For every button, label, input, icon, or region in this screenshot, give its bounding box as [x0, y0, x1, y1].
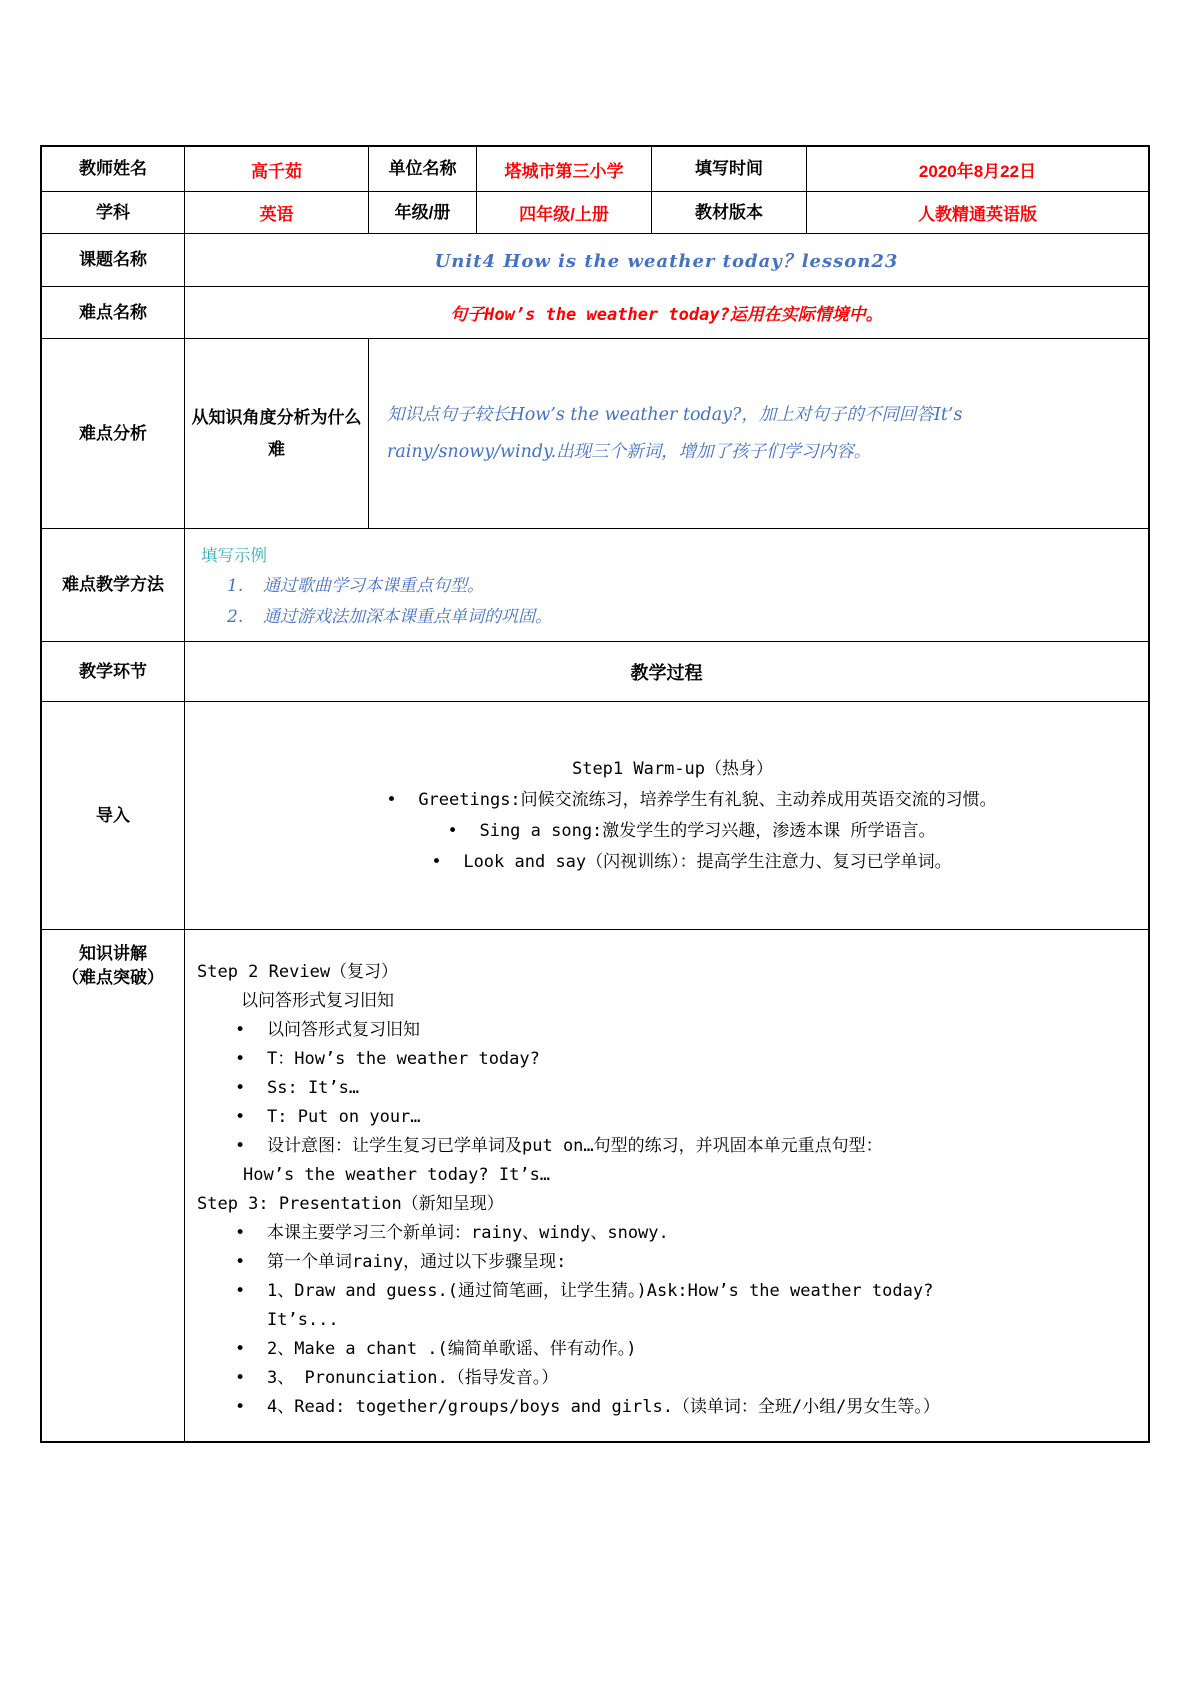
process-title: 教学过程: [630, 662, 703, 683]
fill-example-title: 填写示例: [201, 547, 267, 565]
continuation-line: How’s the weather today? It’s…: [243, 1165, 551, 1185]
fill-date-label: 填写时间: [652, 147, 807, 191]
plain-line: 以问答形式复习旧知: [241, 991, 394, 1011]
table-row-subject-info: [42, 191, 1148, 233]
bullet-icon: •: [235, 1339, 246, 1359]
edition-label: 教材版本: [652, 192, 807, 233]
step-heading: Step 2 Review（复习）: [197, 962, 399, 982]
subject-label: 学科: [42, 192, 185, 233]
method-item: [201, 602, 1138, 633]
warmup-bullet: [407, 816, 935, 847]
table-row-warmup: [42, 701, 1148, 929]
process-stage-label: 教学环节: [42, 642, 185, 701]
bullet-icon: •: [235, 1397, 246, 1417]
teaching-method-cell: [185, 529, 1148, 641]
knowledge-bullet: [195, 1103, 1138, 1132]
bullet-icon: •: [447, 820, 458, 841]
warmup-content-cell: [185, 702, 1148, 929]
knowledge-bullet-text: Ss: It’s…: [267, 1078, 360, 1098]
warmup-bullet-text: Greetings:问候交流练习，培养学生有礼貌、主动养成用英语交流的习惯。: [418, 789, 997, 810]
bullet-icon: •: [235, 1049, 246, 1069]
table-row-teaching-method: [42, 528, 1148, 641]
knowledge-bullet-text: 第一个单词rainy，通过以下步骤呈现:: [267, 1252, 567, 1272]
knowledge-bullet: [195, 1393, 1138, 1422]
difficulty-name-label: 难点名称: [42, 287, 185, 338]
method-item-text: 通过歌曲学习本课重点句型。: [263, 576, 484, 596]
analysis-content-cell: [369, 339, 1148, 528]
knowledge-label: [42, 930, 185, 1441]
table-row-teacher-info: [42, 147, 1148, 191]
knowledge-bullet: [195, 1074, 1138, 1103]
knowledge-bullet-text: 3、 Pronunciation.（指导发音。）: [267, 1368, 559, 1388]
teacher-name-value: 高千茹: [185, 147, 369, 191]
knowledge-bullet-text: 以问答形式复习旧知: [267, 1020, 420, 1040]
topic-value: Unit4 How is the weather today？lesson23: [434, 251, 899, 272]
knowledge-bullet: [195, 1016, 1138, 1045]
lesson-plan-table: [40, 145, 1150, 1443]
bullet-icon: •: [235, 1020, 246, 1040]
knowledge-bullet-text: 本课主要学习三个新单词：rainy、windy、snowy.: [267, 1223, 669, 1243]
knowledge-bullet-text: 设计意图：让学生复习已学单词及put on…句型的练习，并巩固本单元重点句型：: [267, 1136, 883, 1156]
teaching-method-label: 难点教学方法: [42, 529, 185, 641]
org-name-label: 单位名称: [369, 147, 477, 191]
warmup-bullet-text: Sing a song:激发学生的学习兴趣，渗透本课 所学语言。: [479, 820, 936, 841]
warmup-step-title: Step1 Warm-up（热身）: [571, 758, 774, 779]
subject-value: 英语: [185, 192, 369, 233]
step-heading: Step 3: Presentation（新知呈现）: [197, 1194, 504, 1214]
table-row-process-header: [42, 641, 1148, 701]
bullet-icon: •: [235, 1136, 246, 1156]
knowledge-bullet: [195, 1219, 1138, 1248]
table-row-knowledge: [42, 929, 1148, 1441]
knowledge-bullet-text: 2、Make a chant .(编简单歌谣、伴有动作。): [267, 1339, 637, 1359]
topic-label: 课题名称: [42, 234, 185, 286]
knowledge-bullet: [195, 1335, 1138, 1364]
warmup-bullet: [391, 847, 951, 878]
edition-value: 人教精通英语版: [918, 205, 1037, 224]
knowledge-bullet: [195, 1277, 1138, 1306]
method-item-number: 2.: [227, 607, 244, 627]
fill-date-value: 2020年8月22日: [918, 161, 1037, 181]
table-row-difficulty-analysis: [42, 338, 1148, 528]
bullet-icon: •: [386, 789, 397, 810]
grade-value: 四年级/上册: [477, 192, 652, 233]
grade-label: 年级/册: [369, 192, 477, 233]
analysis-aspect: 从知识角度分析为什么难: [185, 339, 369, 528]
difficulty-name-value: 句子How’s the weather today?运用在实际情境中。: [450, 305, 883, 325]
bullet-icon: •: [235, 1368, 246, 1388]
knowledge-content-cell: [185, 930, 1148, 1441]
method-item-number: 1.: [227, 576, 244, 596]
warmup-bullet-text: Look and say（闪视训练）：提高学生注意力、复习已学单词。: [463, 851, 952, 872]
teacher-name-label: 教师姓名: [42, 147, 185, 191]
knowledge-bullet-text: T：How’s the weather today?: [267, 1049, 540, 1069]
method-item-text: 通过游戏法加深本课重点单词的巩固。: [263, 607, 552, 627]
analysis-content: 知识点句子较长How’s the weather today?，加上对句子的不同回答It’s rainy/snowy/windy.出现三个新词，增加了孩子们学习内容。: [387, 404, 963, 462]
knowledge-label-line2: （难点突破）: [62, 968, 164, 987]
warmup-label: 导入: [42, 702, 185, 929]
knowledge-bullet: [195, 1132, 1138, 1161]
bullet-icon: •: [235, 1252, 246, 1272]
warmup-bullet: [346, 785, 996, 816]
continuation-line: It’s...: [267, 1310, 339, 1330]
table-row-topic: [42, 233, 1148, 286]
table-row-difficulty-name: [42, 286, 1148, 338]
bullet-icon: •: [431, 851, 442, 872]
bullet-icon: •: [235, 1107, 246, 1127]
org-name-value: 塔城市第三小学: [477, 147, 652, 191]
bullet-icon: •: [235, 1078, 246, 1098]
knowledge-bullet: [195, 1045, 1138, 1074]
knowledge-bullet: [195, 1248, 1138, 1277]
knowledge-bullet-text: T: Put on your…: [267, 1107, 421, 1127]
bullet-icon: •: [235, 1281, 246, 1301]
difficulty-analysis-label: 难点分析: [42, 339, 185, 528]
bullet-icon: •: [235, 1223, 246, 1243]
knowledge-label-line1: 知识讲解: [79, 944, 147, 963]
knowledge-bullet-text: 1、Draw and guess.(通过简笔画，让学生猜。)Ask:How’s the weather today?: [267, 1281, 934, 1301]
method-item: [201, 571, 1138, 602]
knowledge-bullet: [195, 1364, 1138, 1393]
knowledge-bullet-text: 4、Read: together/groups/boys and girls.（读单词：全班/小组/男女生等。）: [267, 1397, 940, 1417]
